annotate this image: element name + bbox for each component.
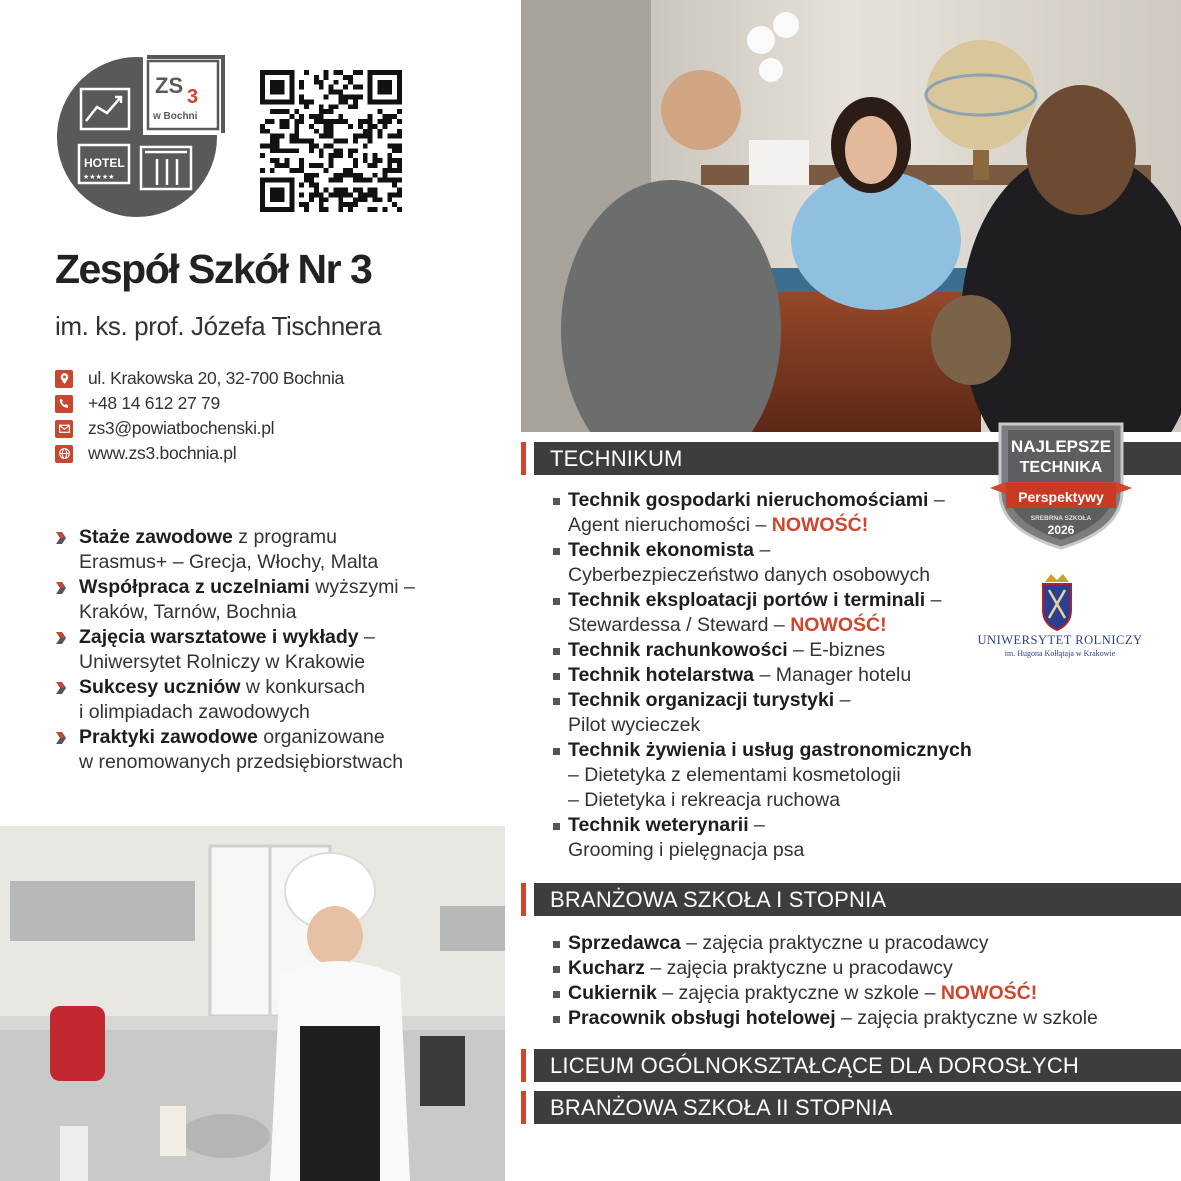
branzowa-list — [553, 931, 1098, 1031]
list-item: Stewardessa / Steward – NOWOŚĆ! — [568, 614, 887, 636]
arrow-bullet-icon — [55, 631, 69, 645]
section-bar-branzowa-1 — [521, 883, 1181, 916]
university-logo — [975, 568, 1145, 660]
university-crest-icon — [1043, 574, 1071, 630]
school-logo — [55, 55, 225, 220]
list-item: Sprzedawca – zajęcia praktyczne u pracodawcy — [553, 931, 1098, 956]
list-item: Kucharz – zajęcia praktyczne u pracodawcy — [553, 956, 1098, 981]
arrow-bullet-icon — [55, 581, 69, 595]
contact-website[interactable] — [55, 441, 344, 466]
office-photo — [521, 0, 1181, 432]
feature-item: Staże zawodowe z programu Erasmus+ – Grecja, Włochy, Malta — [55, 525, 485, 575]
contact-address — [55, 366, 344, 391]
list-item: Technik rachunkowości – E-biznes — [553, 638, 972, 663]
section-title-branzowa-2: BRANŻOWA SZKOŁA II STOPNIA — [534, 1091, 1181, 1124]
contact-email[interactable] — [55, 416, 344, 441]
list-item: Technik organizacji turystyki – — [553, 688, 972, 713]
list-item: Grooming i pielęgnacja psa — [568, 839, 805, 861]
logo-text-town: w Bochni — [153, 111, 198, 122]
phone-icon — [55, 395, 73, 413]
qr-code-icon[interactable] — [260, 70, 402, 212]
arrow-bullet-icon — [55, 531, 69, 545]
feature-item: Sukcesy uczniów w konkursach i olimpiadach zawodowych — [55, 675, 485, 725]
list-item: Cyberbezpieczeństwo danych osobowych — [568, 564, 931, 586]
svg-text:SREBRNA SZKOŁA: SREBRNA SZKOŁA — [1030, 515, 1092, 522]
list-item: – Dietetyka i rekreacja ruchowa — [568, 789, 841, 811]
school-patron: im. ks. prof. Józefa Tischnera — [55, 311, 382, 341]
svg-text:NAJLEPSZE: NAJLEPSZE — [1010, 437, 1112, 456]
university-sub: im. Hugona Kołłątaja w Krakowie — [1004, 649, 1116, 658]
logo-text-3: 3 — [187, 86, 199, 108]
logo-text-zs: ZS — [155, 73, 184, 98]
technikum-list — [553, 488, 972, 863]
phone-text[interactable]: +48 14 612 27 79 — [88, 393, 220, 413]
location-pin-icon — [55, 370, 73, 388]
list-item: Technik gospodarki nieruchomościami – — [553, 488, 972, 513]
list-item: Agent nieruchomości – NOWOŚĆ! — [568, 514, 869, 536]
list-item: Cukiernik – zajęcia praktyczne w szkole – NOWOŚĆ! — [553, 981, 1098, 1006]
feature-item: Praktyki zawodowe organizowane w renomowanych przedsiębiorstwach — [55, 725, 485, 775]
section-bar-branzowa-2 — [521, 1091, 1181, 1124]
address-text: ul. Krakowska 20, 32-700 Bochnia — [88, 368, 344, 388]
svg-text:★★★★★: ★★★★★ — [83, 173, 115, 181]
najlepsze-technika-badge — [988, 420, 1134, 550]
list-item: – Dietetyka z elementami kosmetologii — [568, 764, 901, 786]
email-link[interactable]: zs3@powiatbochenski.pl — [88, 418, 275, 438]
features-list — [55, 525, 485, 775]
arrow-bullet-icon — [55, 731, 69, 745]
kitchen-photo — [0, 826, 505, 1181]
svg-text:TECHNIKA: TECHNIKA — [1019, 459, 1103, 476]
contact-block — [55, 366, 344, 466]
list-item: Technik hotelarstwa – Manager hotelu — [553, 663, 972, 688]
globe-icon — [55, 445, 73, 463]
feature-item: Zajęcia warsztatowe i wykłady – Uniwersytet Rolniczy w Krakowie — [55, 625, 485, 675]
envelope-icon — [55, 420, 73, 438]
section-title-branzowa-1: BRANŻOWA SZKOŁA I STOPNIA — [534, 883, 1181, 916]
feature-item: Współpraca z uczelniami wyższymi – Kraków, Tarnów, Bochnia — [55, 575, 485, 625]
list-item: Technik żywienia i usług gastronomicznych — [553, 738, 972, 763]
svg-text:Perspektywy: Perspektywy — [1018, 489, 1104, 505]
section-bar-liceum — [521, 1049, 1181, 1082]
list-item: Technik weterynarii – — [553, 813, 972, 838]
list-item: Technik eksploatacji portów i terminali – — [553, 588, 972, 613]
list-item: Pilot wycieczek — [568, 714, 701, 736]
school-name: Zespół Szkół Nr 3 — [55, 246, 372, 292]
university-name: UNIWERSYTET ROLNICZY — [977, 633, 1143, 647]
section-title-technikum: TECHNIKUM — [534, 442, 1181, 475]
contact-phone[interactable] — [55, 391, 344, 416]
list-item: Technik ekonomista – — [553, 538, 972, 563]
svg-text:2026: 2026 — [1047, 523, 1075, 537]
svg-text:HOTEL: HOTEL — [84, 156, 125, 170]
arrow-bullet-icon — [55, 681, 69, 695]
website-link[interactable]: www.zs3.bochnia.pl — [88, 443, 237, 463]
list-item: Pracownik obsługi hotelowej – zajęcia praktyczne w szkole — [553, 1006, 1098, 1031]
section-title-liceum: LICEUM OGÓLNOKSZTAŁCĄCE DLA DOROSŁYCH — [534, 1049, 1181, 1082]
